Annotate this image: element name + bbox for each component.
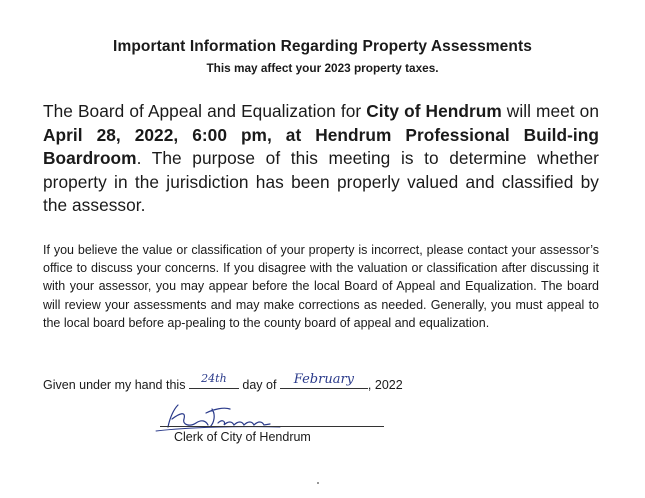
lead-text-3: . The purpose of this meeting is to determine whether property in the jurisdiction has been properly valued and classified by the assessor. <box>43 148 599 215</box>
notice-subtitle: This may affect your 2023 property taxes. <box>206 61 439 75</box>
appeal-instructions: If you believe the value or classification of your property is incorrect, please contact your assessor’s office to discuss your concerns. If you disagree with the valuation or classification after discussing it with your assessor, you may appear before the local Board of Appeal and Equalization. The board will review your assessments and may make corrections as needed. Generally, you must appeal to the local board before ap-pealing to the county board of appeal and equalization. <box>43 243 599 330</box>
meeting-date-location: April 28, 2022, 6:00 pm, at Hendrum Professional Build-ing Boardroom <box>43 124 599 168</box>
handwritten-day: 24th <box>201 372 227 385</box>
day-blank <box>189 374 239 389</box>
given-year: , 2022 <box>367 378 403 392</box>
scan-speck <box>317 482 319 484</box>
lead-text-1: The Board of Appeal and Equalization for <box>43 101 367 121</box>
handwritten-month: February <box>293 372 355 387</box>
given-under-hand-line <box>43 374 443 392</box>
meeting-announcement <box>43 100 599 218</box>
city-name: City of Hendrum <box>366 101 502 121</box>
signature-line <box>160 426 384 427</box>
given-prefix: Given under my hand this <box>43 378 189 392</box>
lead-text-2: will meet on <box>501 101 599 121</box>
signature-caption: Clerk of City of Hendrum <box>174 430 311 444</box>
given-middle: day of <box>238 378 280 392</box>
notice-title: Important Information Regarding Property Assessments <box>113 38 532 55</box>
month-blank <box>280 374 368 389</box>
